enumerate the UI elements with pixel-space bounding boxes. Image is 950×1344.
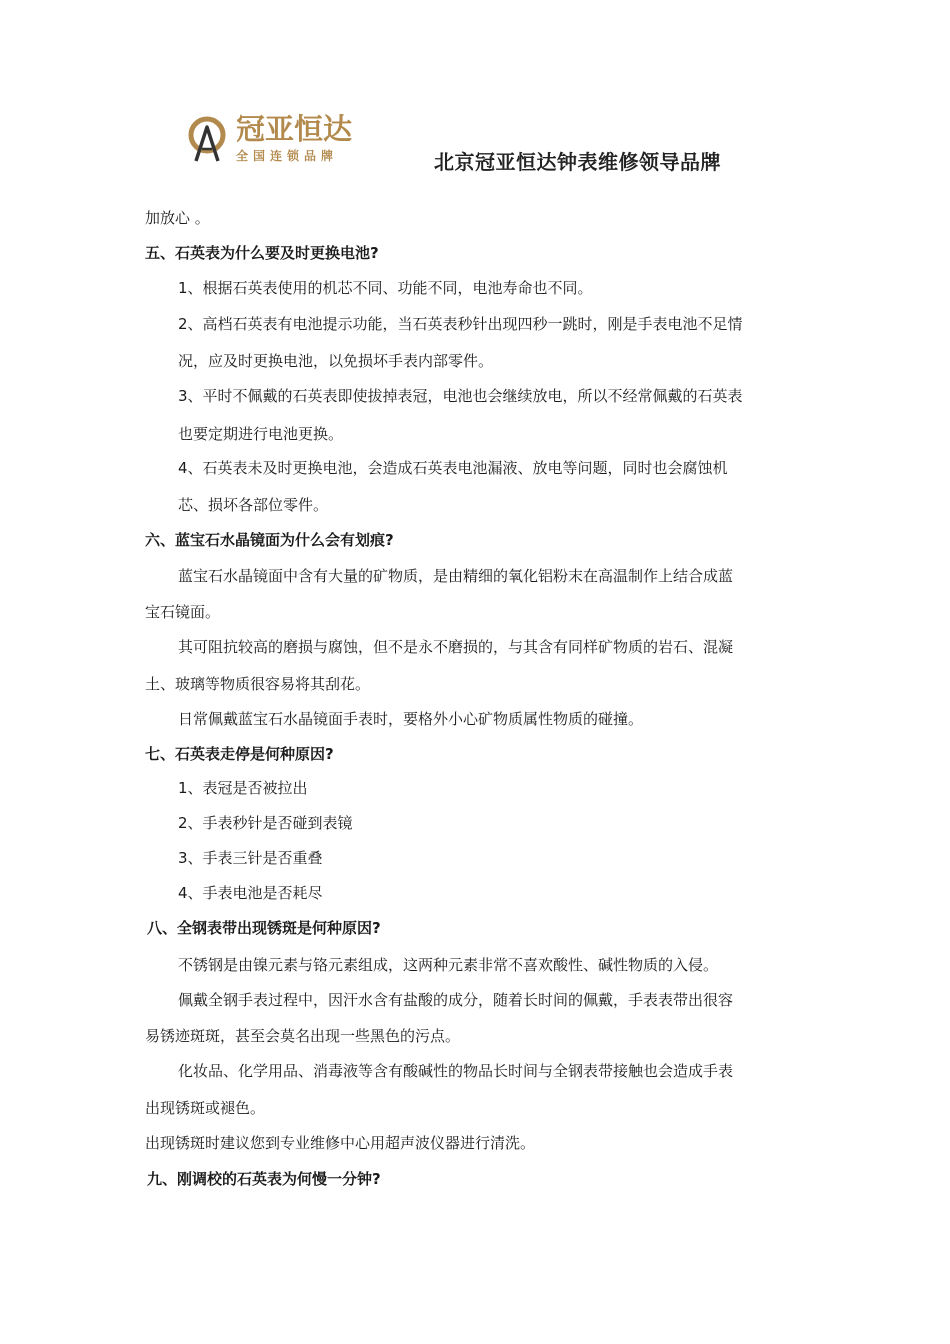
paragraph-line: 2、手表秒针是否碰到表镜 [178,814,353,832]
paragraph-line: 3、平时不佩戴的石英表即使拔掉表冠，电池也会继续放电，所以不经常佩戴的石英表 [178,387,743,405]
brand-logo-icon [186,115,230,167]
paragraph-line: 出现锈斑或褪色。 [145,1099,266,1117]
paragraph-line: 1、根据石英表使用的机芯不同、功能不同，电池寿命也不同。 [178,279,593,297]
paragraph-line: 1、表冠是否被拉出 [178,779,308,797]
paragraph-line: 芯、损坏各部位零件。 [178,496,329,514]
section-heading: 七、石英表走停是何种原因? [145,745,334,763]
paragraph-line: 易锈迹斑斑，甚至会莫名出现一些黑色的污点。 [145,1027,461,1045]
paragraph-line: 化妆品、化学用品、消毒液等含有酸碱性的物品长时间与全钢表带接触也会造成手表 [178,1062,734,1080]
paragraph-line: 加放心 。 [145,209,210,227]
section-heading: 五、石英表为什么要及时更换电池? [145,244,379,262]
paragraph-line: 蓝宝石水晶镜面中含有大量的矿物质，是由精细的氧化铝粉末在高温制作上结合成蓝 [178,567,734,585]
logo-tagline: 全国连锁品牌 [236,149,339,163]
paragraph-line: 4、手表电池是否耗尽 [178,884,323,902]
paragraph-line: 2、高档石英表有电池提示功能，当石英表秒针出现四秒一跳时，刚是手表电池不足情 [178,315,743,333]
paragraph-line: 也要定期进行电池更换。 [178,425,344,443]
paragraph-line: 况，应及时更换电池，以免损坏手表内部零件。 [178,352,494,370]
paragraph-line: 日常佩戴蓝宝石水晶镜面手表时，要格外小心矿物质属性物质的碰撞。 [178,710,644,728]
paragraph-line: 宝石镜面。 [145,603,221,621]
section-heading: 九、刚调校的石英表为何慢一分钟? [147,1170,381,1188]
paragraph-line: 3、手表三针是否重叠 [178,849,323,867]
paragraph-line: 佩戴全钢手表过程中，因汗水含有盐酸的成分，随着长时间的佩戴，手表表带出很容 [178,991,734,1009]
brand-logo [186,112,356,170]
paragraph-line: 出现锈斑时建议您到专业维修中心用超声波仪器进行清洗。 [145,1134,536,1152]
section-heading: 六、蓝宝石水晶镜面为什么会有划痕? [145,531,394,549]
paragraph-line: 不锈钢是由镍元素与铬元素组成，这两种元素非常不喜欢酸性、碱性物质的入侵。 [178,956,719,974]
logo-brand-name: 冠亚恒达 [236,112,353,146]
paragraph-line: 4、石英表未及时更换电池，会造成石英表电池漏液、放电等问题，同时也会腐蚀机 [178,459,728,477]
paragraph-line: 其可阻抗较高的磨损与腐蚀，但不是永不磨损的，与其含有同样矿物质的岩石、混凝 [178,638,734,656]
paragraph-line: 土、玻璃等物质很容易将其刮花。 [145,675,371,693]
section-heading: 八、全钢表带出现锈斑是何种原因? [147,919,381,937]
header-title: 北京冠亚恒达钟表维修领导品牌 [434,150,721,174]
